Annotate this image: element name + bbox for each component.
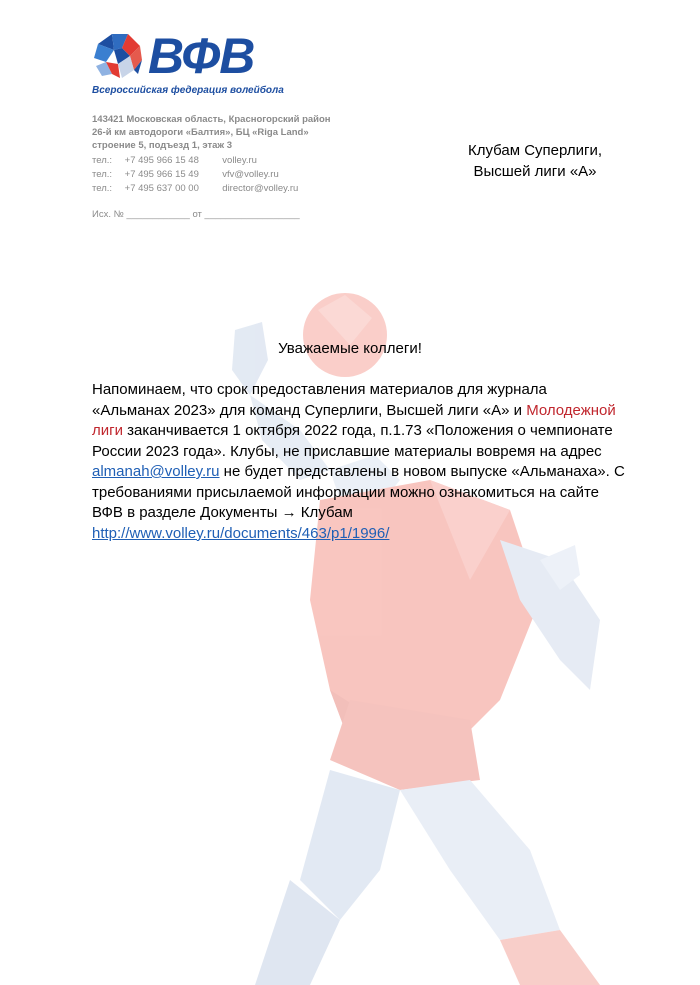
federation-address bbox=[92, 113, 331, 152]
contact-extra: volley.ru bbox=[222, 155, 257, 166]
phone-number: +7 495 637 00 00 bbox=[124, 183, 199, 194]
documents-url-link[interactable]: http://www.volley.ru/documents/463/p1/1996/ bbox=[92, 524, 390, 542]
body-text: Напоминаем, что срок предоставления материалов для журнала «Альманах 2023» для команд Суперлиги, Высшей лиги «А» и bbox=[92, 381, 547, 419]
recipient-line: Клубам Суперлиги, bbox=[467, 142, 602, 159]
logo-abbreviation: ВФВ bbox=[148, 28, 255, 84]
address-line: строение 5, подъезд 1, этаж 3 bbox=[92, 140, 233, 151]
contact-extra: director@volley.ru bbox=[222, 183, 299, 194]
body-text: не будет представлены в новом выпуске «Альманаха». С требованиями присылаемой информации можно ознакомиться на сайте ВФВ в разделе Документы → Клубам bbox=[92, 463, 625, 521]
greeting: Уважаемые коллеги! bbox=[278, 340, 422, 357]
contact-row bbox=[92, 168, 298, 182]
body-text: заканчивается 1 октября 2022 года, п.1.73 «Положения о чемпионате России 2023 года». Клубы, не приславшие материалы вовремя на адрес bbox=[92, 422, 613, 460]
phone-label: тел.: bbox=[92, 169, 113, 180]
phone-label: тел.: bbox=[92, 155, 113, 166]
address-line: 143421 Московская область, Красногорский район bbox=[92, 114, 331, 125]
contact-row bbox=[92, 182, 298, 196]
phone-label: тел.: bbox=[92, 183, 113, 194]
highlight-text: Молодежной лиги bbox=[92, 401, 616, 439]
contact-extra: vfv@volley.ru bbox=[222, 169, 279, 180]
federation-contacts bbox=[92, 154, 298, 196]
federation-logo bbox=[92, 28, 352, 100]
phone-number: +7 495 966 15 49 bbox=[124, 169, 199, 180]
letter-body bbox=[92, 380, 627, 544]
volleyball-logo-icon bbox=[92, 30, 144, 82]
outgoing-number: Исх. № ____________ от __________________ bbox=[92, 209, 300, 220]
logo-full-name: Всероссийская федерация волейбола bbox=[92, 85, 284, 96]
phone-number: +7 495 966 15 48 bbox=[124, 155, 199, 166]
address-line: 26-й км автодороги «Балтия», БЦ «Riga Land» bbox=[92, 127, 309, 138]
recipient-block bbox=[440, 140, 630, 182]
contact-row bbox=[92, 154, 298, 168]
recipient-line: Высшей лиги «А» bbox=[473, 163, 597, 180]
email-link[interactable]: almanah@volley.ru bbox=[92, 463, 220, 480]
